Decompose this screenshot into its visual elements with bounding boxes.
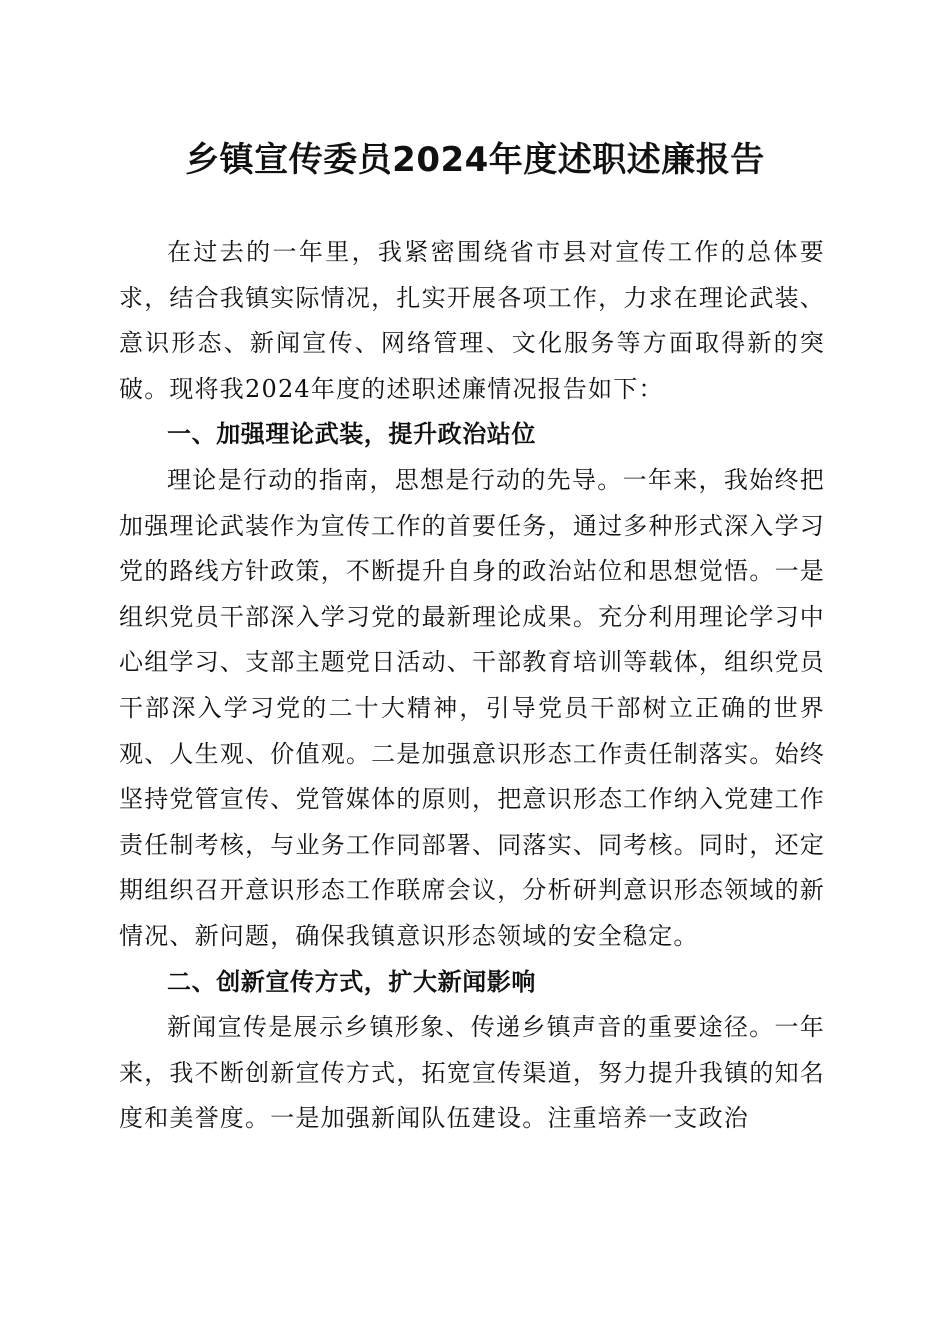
- section-heading-1: 一、加强理论武装，提升政治站位: [167, 420, 536, 449]
- section-paragraph-1: 理论是行动的指南，思想是行动的先导。一年来，我始终把加强理论武装作为宣传工作的首要任务，通过多种形式深入学习党的路线方针政策，不断提升自身的政治站位和思想觉悟。一是组织党员干部深入学习党的最新理论成果。充分利用理论学习中心组学习、支部主题党日活动、干部教育培训等载体，组织党员干部深入学习党的二十大精神，引导党员干部树立正确的世界观、人生观、价值观。二是加强意识形态工作责任制落实。始终坚持党管宣传、党管媒体的原则，把意识形态工作纳入党建工作责任制考核，与业务工作同部署、同落实、同考核。同时，还定期组织召开意识形态工作联席会议，分析研判意识形态领域的新情况、新问题，确保我镇意识形态领域的安全稳定。: [119, 465, 825, 950]
- document-body: [119, 230, 825, 1142]
- document-title: 乡镇宣传委员2024年度述职述廉报告: [185, 140, 765, 180]
- section-paragraph-2: 新闻宣传是展示乡镇形象、传递乡镇声音的重要途径。一年来，我不断创新宣传方式，拓宽宣传渠道，努力提升我镇的知名度和美誉度。一是加强新闻队伍建设。注重培养一支政治: [119, 1013, 825, 1133]
- intro-paragraph: 在过去的一年里，我紧密围绕省市县对宣传工作的总体要求，结合我镇实际情况，扎实开展各项工作，力求在理论武装、意识形态、新闻宣传、网络管理、文化服务等方面取得新的突破。现将我2024年度的述职述廉情况报告如下：: [119, 238, 825, 403]
- section-heading-2: 二、创新宣传方式，扩大新闻影响: [167, 967, 536, 996]
